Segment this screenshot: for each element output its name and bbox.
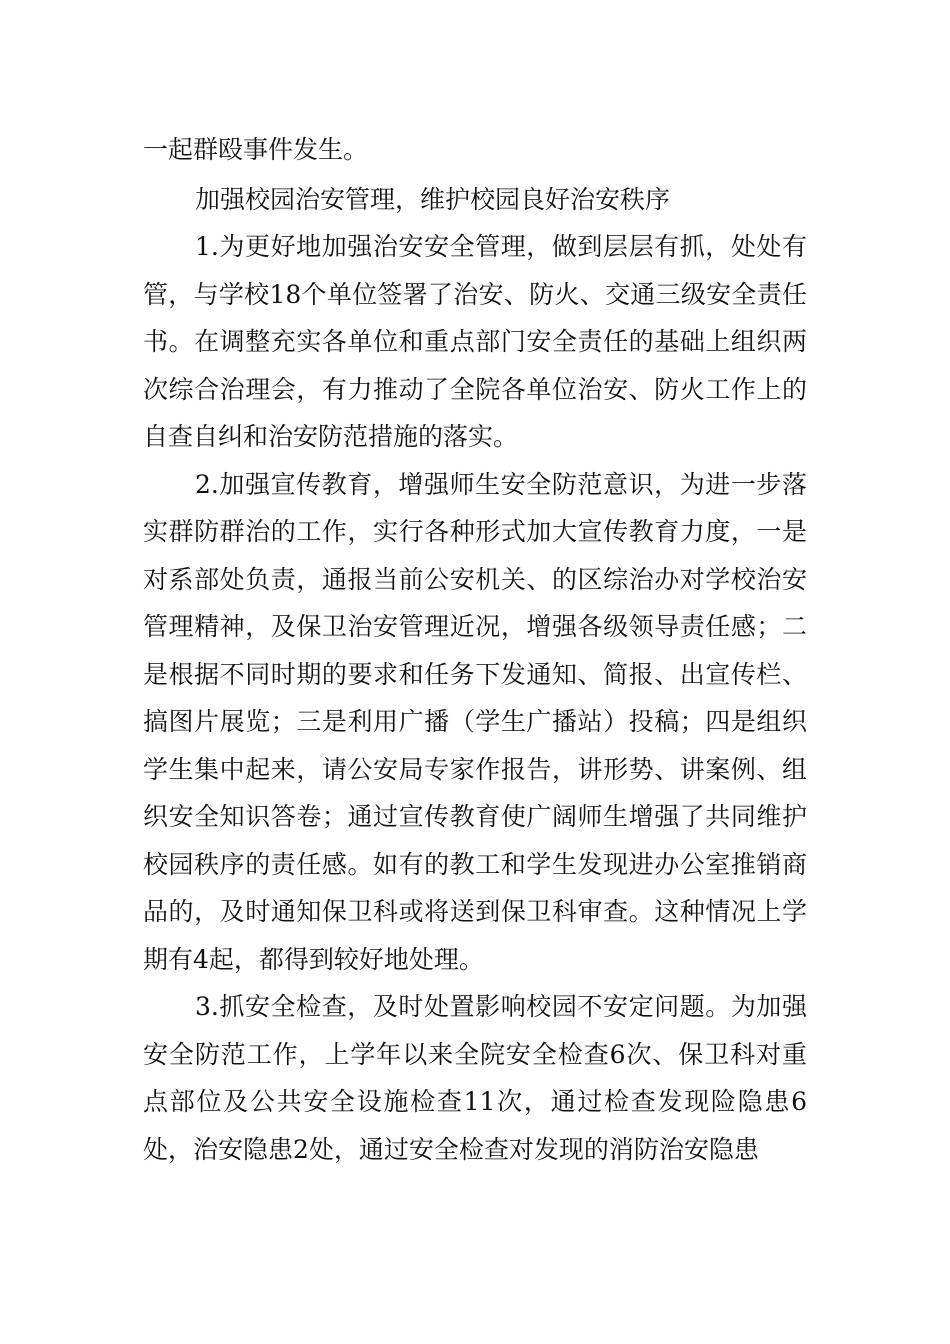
document-body <box>143 126 807 1173</box>
paragraph-continuation: 一起群殴事件发生。 <box>143 135 369 164</box>
section-heading: 加强校园治安管理，维护校园良好治安秩序 <box>195 184 671 214</box>
paragraph-item-1: 1.为更好地加强治安安全管理，做到层层有抓，处处有管，与学校18个单位签署了治安、防火、交通三级安全责任书。在调整充实各单位和重点部门安全责任的基础上组织两次综合治理会，有力推动了全院各单位治安、防火工作上的自查自纠和治安防范措施的落实。 <box>143 232 807 451</box>
paragraph-item-3: 3.抓安全检查，及时处置影响校园不安定问题。为加强安全防范工作，上学年以来全院安全检查6次、保卫科对重点部位及公共安全设施检查11次，通过检查发现险隐患6处，治安隐患2处，通过安全检查对发现的消防治安隐患 <box>143 992 807 1164</box>
paragraph-item-2: 2.加强宣传教育，增强师生安全防范意识，为进一步落实群防群治的工作，实行各种形式加大宣传教育力度，一是对系部处负责，通报当前公安机关、的区综治办对学校治安管理精神，及保卫治安管理近况，增强各级领导责任感；二是根据不同时期的要求和任务下发通知、简报、出宣传栏、搞图片展览；三是利用广播（学生广播站）投稿；四是组织学生集中起来，请公安局专家作报告，讲形势、讲案例、组织安全知识答卷；通过宣传教育使广阔师生增强了共同维护校园秩序的责任感。如有的教工和学生发现进办公室推销商品的，及时通知保卫科或将送到保卫科审查。这种情况上学期有4起，都得到较好地处理。 <box>143 469 807 974</box>
